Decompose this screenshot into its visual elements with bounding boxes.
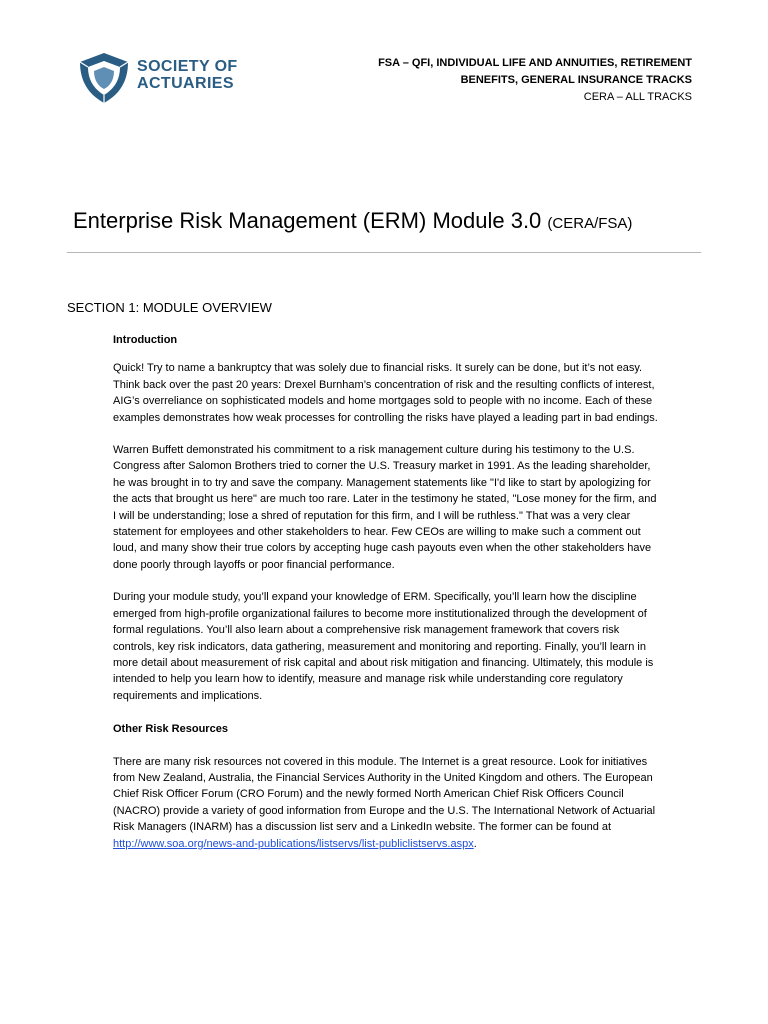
introduction-paragraph-1: Quick! Try to name a bankruptcy that was solely due to financial risks. It surely can be done, but it’s not easy. Think back over the past 20 years: Drexel Burnham’s concentration of risk and the resulting conflicts of interest, AIG’s overreliance on sophisticated models and home mortgages sold to people with no income. Each of these examples demonstrates how weak processes for controlling the risks have played a leading part in bad endings. xyxy=(113,362,658,424)
organization-name-line1: SOCIETY OF xyxy=(137,58,238,75)
introduction-paragraph-2: Warren Buffett demonstrated his commitment to a risk management culture during his testimony to the U.S. Congress after Salomon Brothers tried to corner the U.S. Treasury market in 1991. As the leading shareholder, he was brought in to try and save the company. Management statements like "I'd like to start by apologizing for the acts that brought us here" are much too rare. Later in the testimony he stated, "Lose money for the firm, and I will be understanding; lose a shred of reputation for this firm, and I will be ruthless." That was a very clear statement for employees and other stakeholders to hear. Few CEOs are willing to make such a comment out loud, and many show their true colors by accepting huge cash payouts even when the other stakeholders have done poorly through layoffs or poor financial performance. xyxy=(113,444,657,571)
spacer xyxy=(113,704,658,721)
organization-name-line2: ACTUARIES xyxy=(137,75,234,92)
document-title-main: Enterprise Risk Management (ERM) Module 3.0 xyxy=(73,208,542,233)
section-heading: SECTION 1: MODULE OVERVIEW xyxy=(67,300,272,315)
document-title xyxy=(73,207,632,238)
spacer xyxy=(113,573,658,589)
listservs-link[interactable]: http://www.soa.org/news-and-publications/listservs/list-publiclistservs.aspx xyxy=(113,837,474,850)
section-content xyxy=(113,332,658,852)
other-risk-resources-heading: Other Risk Resources xyxy=(113,723,228,736)
exam-tracks xyxy=(272,55,692,106)
title-divider xyxy=(67,252,701,253)
organization-name xyxy=(137,58,238,92)
document-title-sub: (CERA/FSA) xyxy=(547,215,633,232)
resources-end: . xyxy=(473,837,477,850)
other-risk-resources-paragraph xyxy=(113,754,658,852)
spacer xyxy=(113,738,658,754)
page-header xyxy=(0,0,768,120)
spacer xyxy=(113,426,658,442)
introduction-heading: Introduction xyxy=(113,334,178,346)
spacer xyxy=(113,348,658,360)
soa-shield-logo-icon xyxy=(76,51,132,105)
tracks-line1: FSA – QFI, INDIVIDUAL LIFE AND ANNUITIES, RETIREMENT xyxy=(378,57,692,69)
resources-text: There are many risk resources not covered in this module. The Internet is a great resource. Look for initiatives from New Zealand, Australia, the Financial Services Authority in the United Kingdom and others. The European Chief Risk Officer Forum (CRO Forum) and the newly formed North American Chief Risk Officers Council (NACRO) provide a variety of good information from Europe and the U.S. The International Network of Actuarial Risk Managers (INARM) has a discussion list serv and a LinkedIn website. The former can be found at xyxy=(113,755,656,834)
tracks-line3: CERA – ALL TRACKS xyxy=(583,91,692,103)
introduction-paragraph-3: During your module study, you’ll expand your knowledge of ERM. Specifically, you’ll learn how the discipline emerged from high-profile organizational failures to become more institutionalized through the development of formal regulations. You’ll also learn about a comprehensive risk management framework that covers risk controls, key risk indicators, data gathering, measurement and monitoring and reporting. Finally, you’ll learn in more detail about measurement of risk capital and about risk mitigation and financing. Ultimately, this module is intended to help you learn how to identify, measure and manage risk while understanding core regulatory requirements and implications. xyxy=(113,591,654,702)
tracks-line2: BENEFITS, GENERAL INSURANCE TRACKS xyxy=(460,74,692,86)
